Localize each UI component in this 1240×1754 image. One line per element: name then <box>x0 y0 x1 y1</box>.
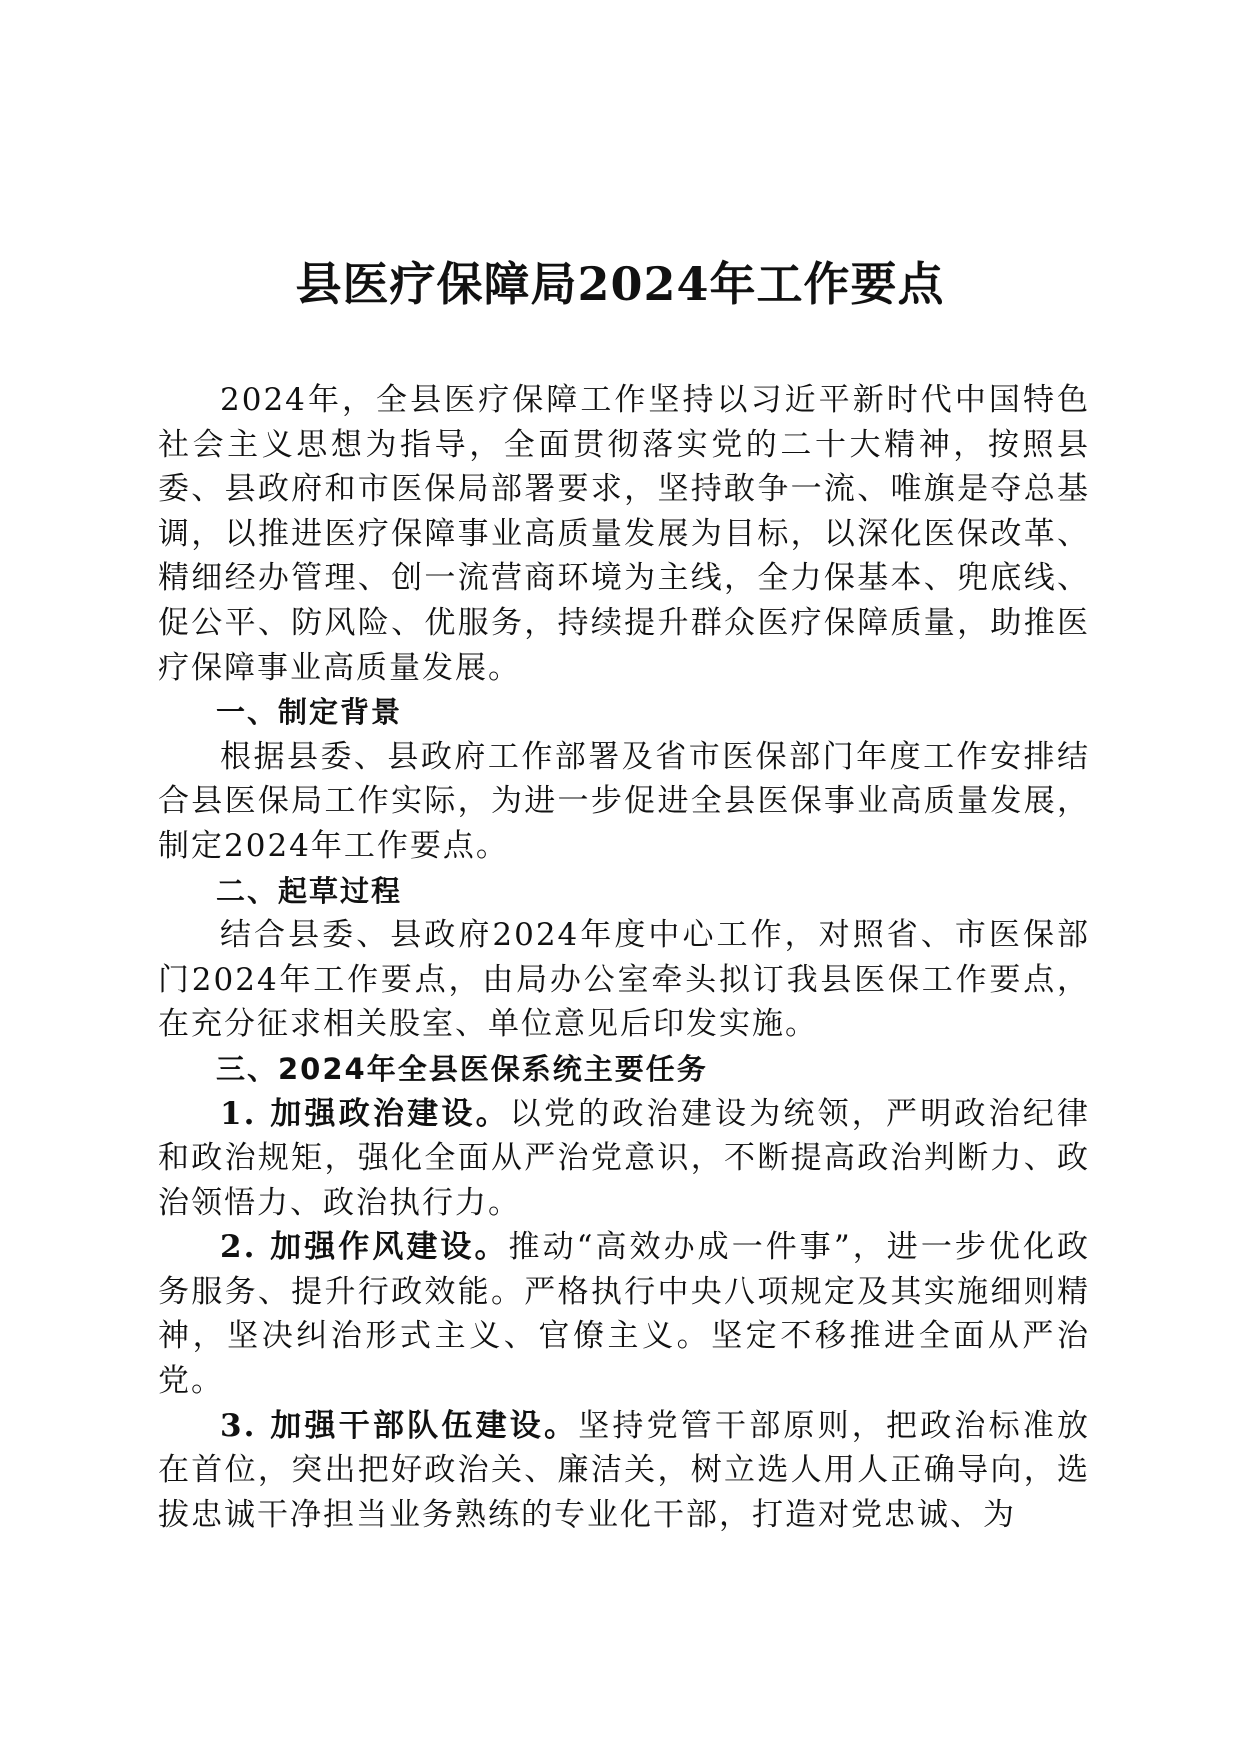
section-heading-drafting: 二、起草过程 <box>216 873 403 908</box>
document-body <box>158 378 1090 1537</box>
task-item-text: 推动“高效办成一件事”，进一步优化政务服务、提升行政效能。严格执行中央八项规定及其实施细则精神，坚决纠治形式主义、官僚主义。坚定不移推进全面从严治党。 <box>158 1229 1091 1400</box>
task-item-lead: 3. 加强干部队伍建设。 <box>220 1407 579 1444</box>
document-title: 县医疗保障局2024年工作要点 <box>295 257 945 311</box>
background-paragraph: 根据县委、县政府工作部署及省市医保部门年度工作安排结合县医保局工作实际，为进一步促进全县医保事业高质量发展，制定2024年工作要点。 <box>158 738 1090 864</box>
section-heading-tasks: 三、2024年全县医保系统主要任务 <box>216 1051 708 1086</box>
task-item-cadre <box>158 1404 1090 1538</box>
task-item-lead: 1. 加强政治建设。 <box>220 1095 510 1132</box>
section-heading-background: 一、制定背景 <box>216 695 403 730</box>
task-item-lead: 2. 加强作风建设。 <box>220 1229 509 1266</box>
task-item-text: 坚持党管干部原则，把政治标准放在首位，突出把好政治关、廉洁关，树立选人用人正确导向，选拔忠诚干净担当业务熟练的专业化干部，打造对党忠诚、为 <box>158 1407 1091 1533</box>
intro-paragraph: 2024年，全县医疗保障工作坚持以习近平新时代中国特色社会主义思想为指导，全面贯彻落实党的二十大精神，按照县委、县政府和市医保局部署要求，坚持敢争一流、唯旗是夺总基调，以推进医疗保障事业高质量发展为目标，以深化医保改革、精细经办管理、创一流营商环境为主线，全力保基本、兜底线、促公平、防风险、优服务，持续提升群众医疗保障质量，助推医疗保障事业高质量发展。 <box>158 382 1090 686</box>
task-item-text: 以党的政治建设为统领，严明政治纪律和政治规矩，强化全面从严治党意识，不断提高政治判断力、政治领悟力、政治执行力。 <box>158 1095 1091 1221</box>
drafting-paragraph: 结合县委、县政府2024年度中心工作，对照省、市医保部门2024年工作要点，由局办公室牵头拟订我县医保工作要点，在充分征求相关股室、单位意见后印发实施。 <box>158 917 1090 1043</box>
task-item-style <box>158 1225 1090 1403</box>
task-item-political <box>158 1092 1090 1226</box>
